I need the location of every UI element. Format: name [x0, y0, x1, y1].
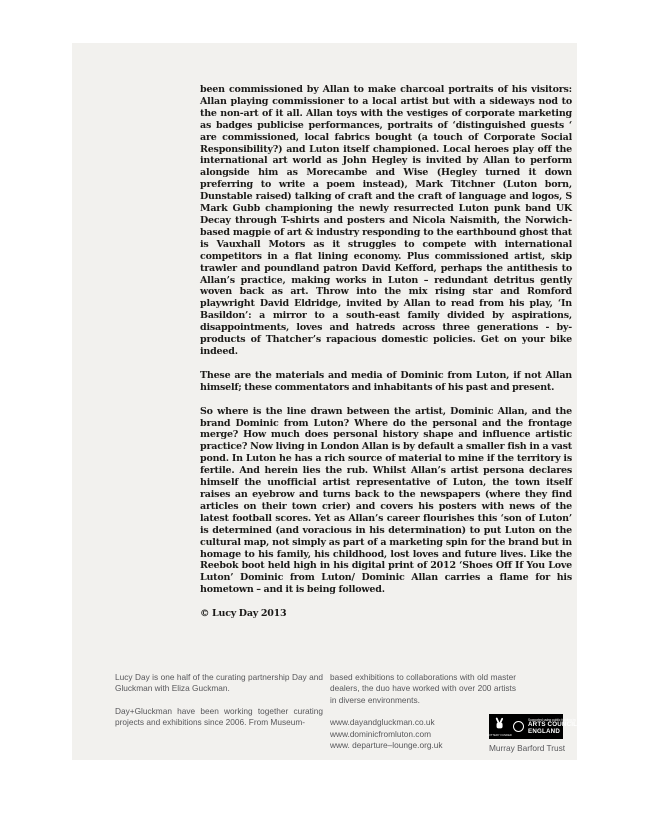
link-departure-lounge[interactable]: www. departure–lounge.org.uk — [330, 740, 443, 751]
arts-council-line2: ENGLAND — [528, 727, 560, 735]
document-page — [72, 43, 577, 760]
lottery-funded-label: LOTTERY FUNDED — [487, 734, 512, 737]
arts-council-wordmark — [528, 718, 577, 736]
essay-body — [200, 84, 572, 632]
essay-paragraph-2: These are the materials and media of Dominic from Luton, if not Allan himself; these commentators and inhabitants of his past and present. — [200, 369, 572, 393]
lottery-crossed-fingers-icon — [494, 716, 505, 734]
murray-barford-trust-label: Murray Barford Trust — [489, 743, 566, 753]
link-dayandgluckman[interactable]: www.dayandgluckman.co.uk — [330, 717, 435, 728]
copyright-line: © Lucy Day 2013 — [200, 608, 287, 620]
arts-council-circle-icon — [513, 721, 524, 732]
arts-council-line1: ARTS COUNCIL — [528, 721, 578, 729]
footer-history-text: Day+Gluckman have been working together curating projects and exhibitions since 2006. From Museum- — [115, 705, 323, 728]
footer-bio-text: Lucy Day is one half of the curating partnership Day and Gluckman with Eliza Guckman. — [115, 672, 323, 694]
sponsor-logos — [487, 714, 578, 753]
arts-council-england-logo — [487, 714, 578, 739]
footer-left-column — [115, 672, 323, 740]
essay-paragraph-1: been commissioned by Allan to make charcoal portraits of his visitors: Allan playing commissioner to a local artist but with a sideways nod to the non-art of it all. Allan toys with the vestiges of corporate marketing as badges publicise performances, portraits of ‘distinguished guests ‘ are commissioned, local fabrics bought (a touch of Corporate Social Responsibility?) and Luton itself championed. Local heroes play off the international art world as John Hegley is invited by Allan to perform alongside him as Morecambe and Wise (Hegley turned it down preferring to write a poem instead), Mark Titchner (Luton born, Dunstable raised) talking of craft and the craft of language and logos, S Mark Gubb championing the newly resurrected Luton punk band UK Decay through T-shirts and posters and Nicola Naismith, the Norwich-based magpie of art & industry responding to the earthbound ghost that is Vauxhall Motors as it struggles to compete with international competitors in a flat lining economy. Plus commissioned artist, skip trawler and poundland patron David Kefford, perhaps the antithesis to Allan’s practice, making works in Luton – redundant detritus gently woven back as art. Throw into the mix rising star and Romford playwright David Eldridge, invited by Allan to read from his play, ‘In Basildon’: a mirror to a south-east family divided by aspirations, disappointments, loves and hatreds across three generations - by-products of Thatcher’s rapacious domestic policies. Get on your bike indeed. — [200, 84, 572, 357]
supported-by-label: Supported using public funding by — [528, 717, 577, 722]
essay-paragraph-3: So where is the line drawn between the artist, Dominic Allan, and the brand Dominic from Luton? Where do the personal and the frontage merge? How much does personal history shape and influence artistic practice? Now living in London Allan is by default a smaller fish in a vast pond. In Luton he has a rich source of material to mine if the territory is fertile. And herein lies the rub. Whilst Allan’s artist persona declares himself the unofficial artist representative of Luton, the town itself raises an eyebrow and turns back to the newspapers (where they find articles on their town crier) and covers his posters with news of the latest football scores. Yet as Allan’s career flourishes this ‘son of Luton’ is determined (and voracious in his determination) to put Luton on the cultural map, not simply as part of a marketing spin for the brand but in homage to his family, his childhood, lost loves and future lives. Like the Reebok boot held high in his digital print of 2012 ‘Shoes Off If You Love Luton’ Dominic from Luton/ Dominic Allan carries a flame for his hometown – and it is being followed. — [200, 405, 572, 596]
footer-continuation-text: based exhibitions to collaborations with old master dealers, the duo have worked with over 200 artists in diverse environments. — [330, 672, 516, 705]
lottery-funded-block — [487, 716, 512, 737]
link-dominicfromluton[interactable]: www.dominicfromluton.com — [330, 728, 431, 739]
